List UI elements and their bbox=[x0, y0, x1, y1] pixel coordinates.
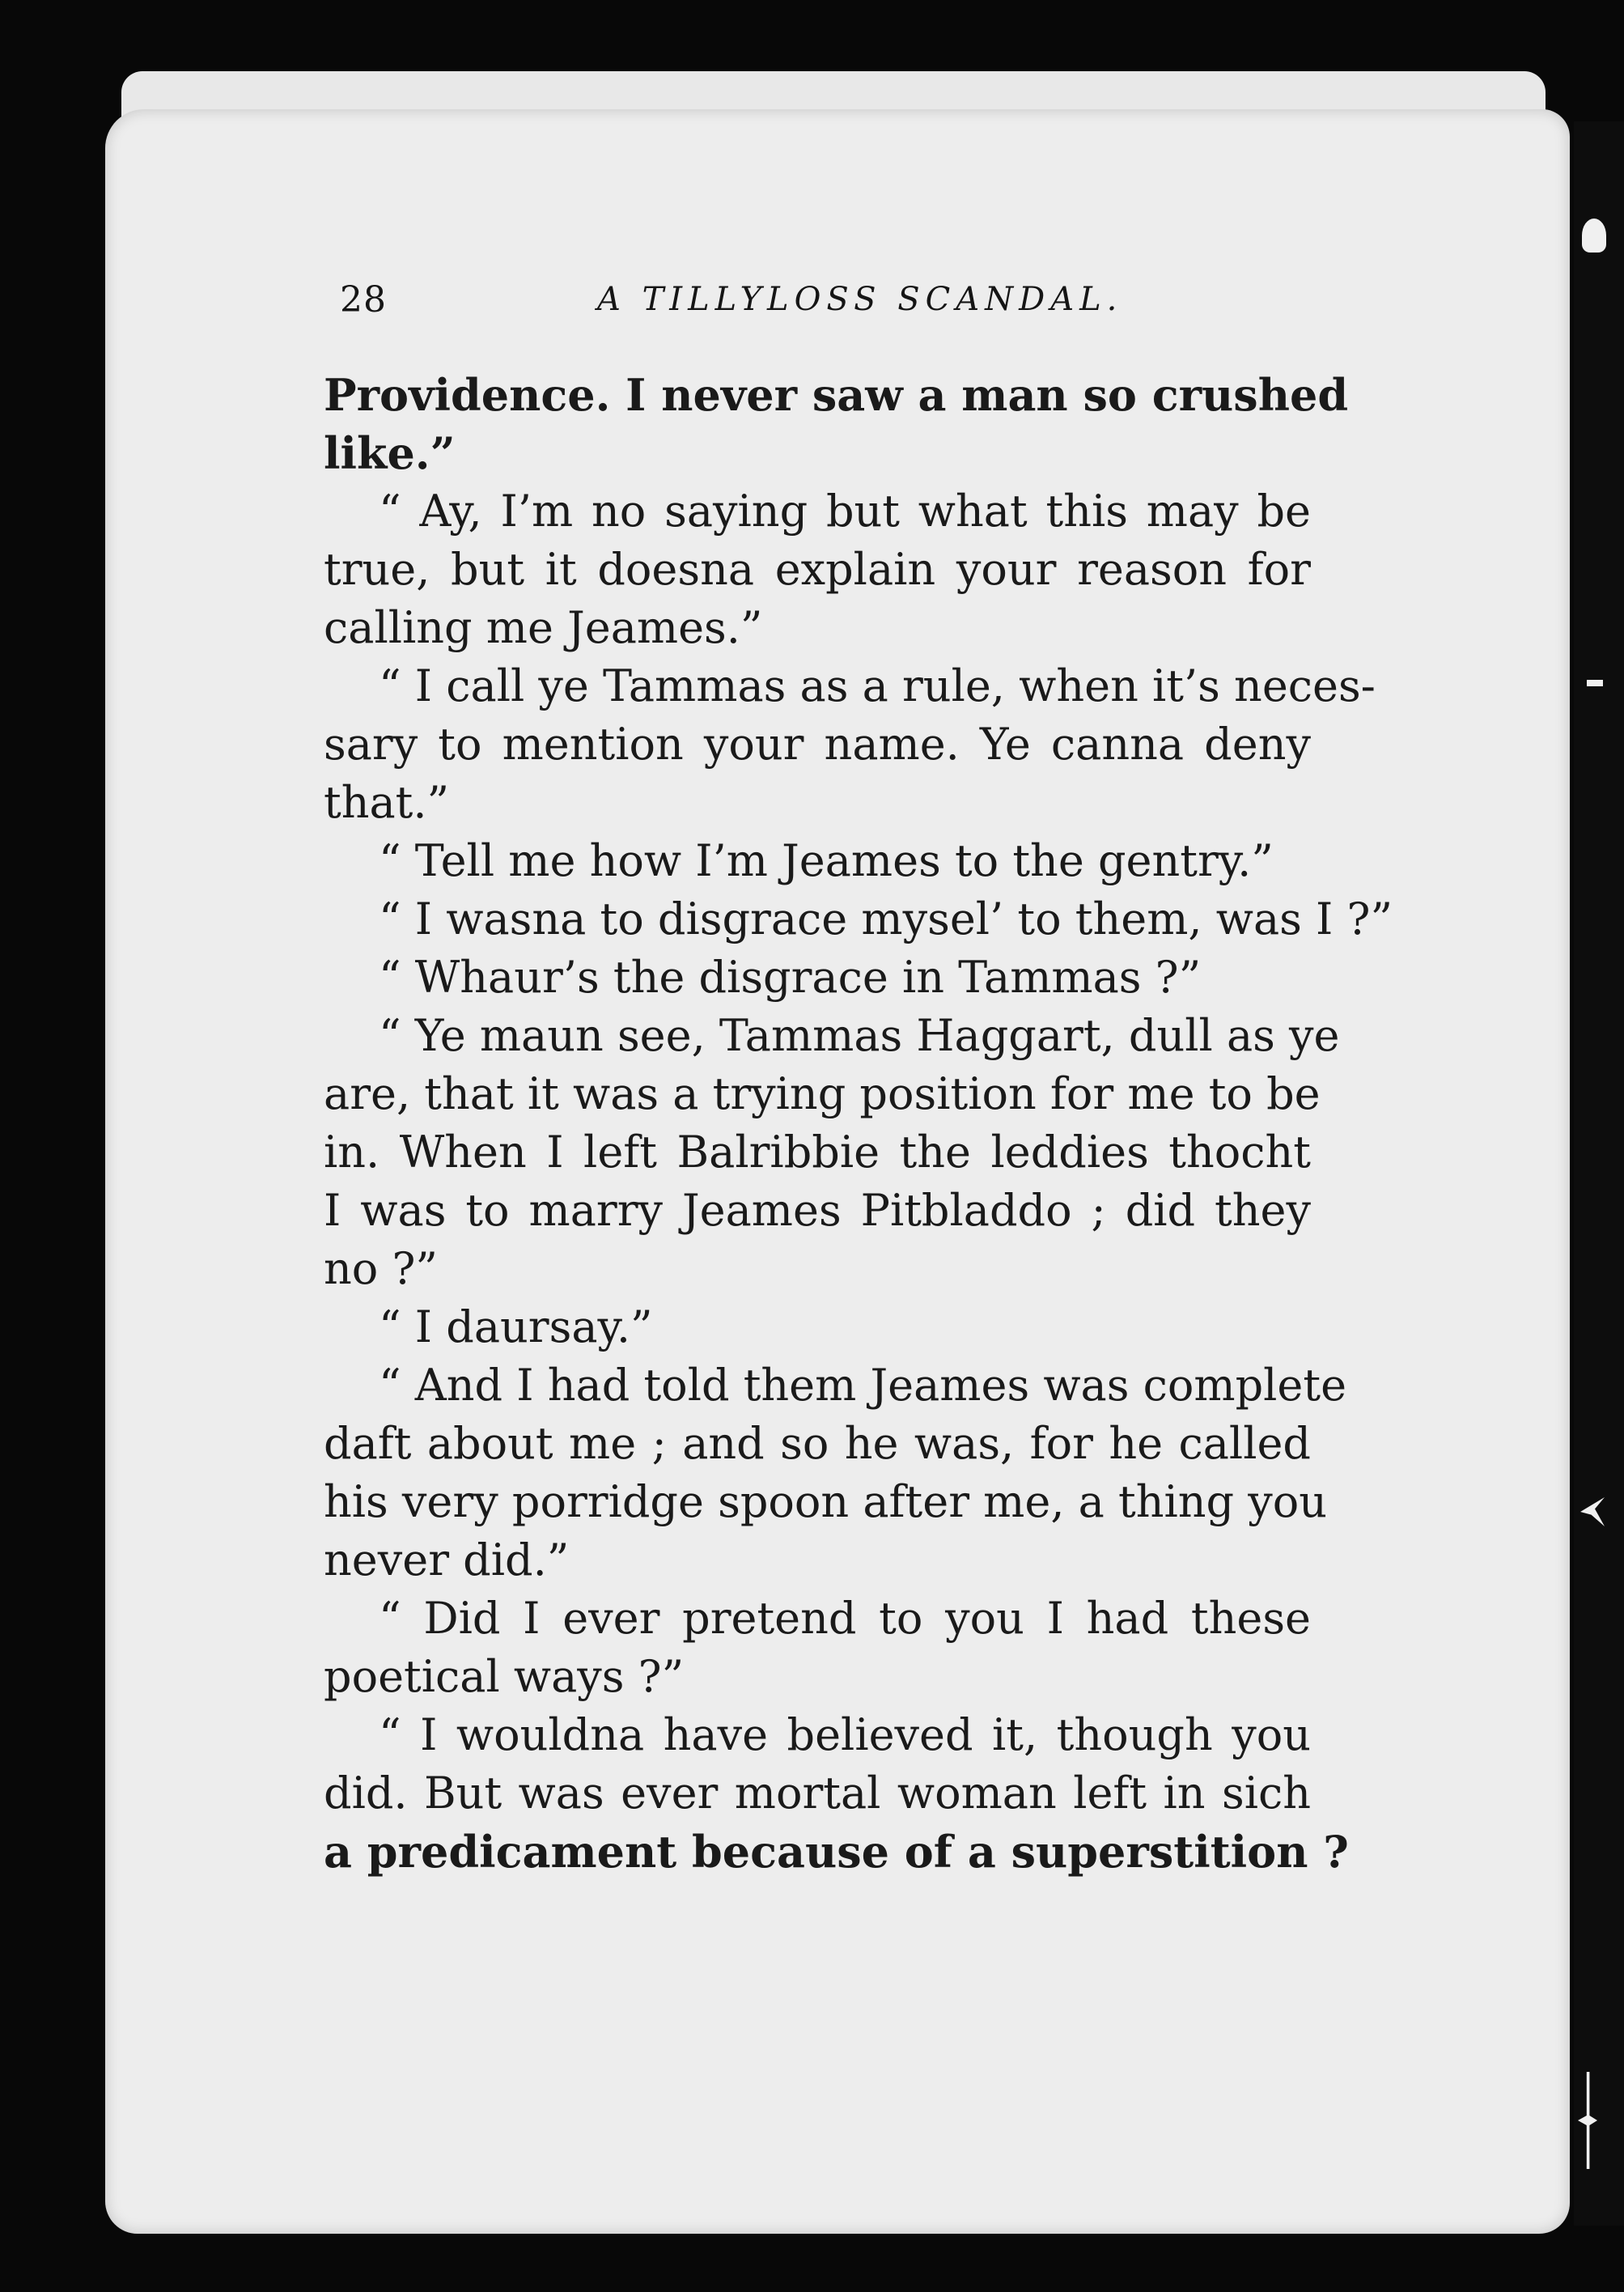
text-line: like.” bbox=[324, 427, 456, 479]
adjacent-page-edge bbox=[1574, 121, 1624, 2226]
text-line: “ And I had told them Jeames was complete bbox=[379, 1360, 1347, 1411]
text-line: no ?” bbox=[324, 1243, 439, 1294]
text-line: true, but it doesna explain your reason for bbox=[324, 544, 1311, 595]
page-number: 28 bbox=[340, 279, 387, 320]
text-line: “ Whaur’s the disgrace in Tammas ?” bbox=[379, 952, 1202, 1003]
edge-ink-mark bbox=[1580, 1497, 1605, 1526]
text-line: that.” bbox=[324, 777, 450, 828]
text-line: in. When I left Balribbie the leddies thocht bbox=[324, 1127, 1311, 1178]
text-line: daft about me ; and so he was, for he called bbox=[324, 1418, 1311, 1469]
text-line: I was to marry Jeames Pitbladdo ; did they bbox=[324, 1185, 1311, 1236]
text-line: “ Did I ever pretend to you I had these bbox=[379, 1593, 1311, 1644]
text-line: calling me Jeames.” bbox=[324, 602, 763, 653]
text-line: “ I wasna to disgrace mysel’ to them, was I ?” bbox=[379, 893, 1393, 944]
text-line: “ I call ye Tammas as a rule, when it’s neces- bbox=[379, 660, 1376, 711]
text-line: never did.” bbox=[324, 1534, 570, 1585]
text-line: his very porridge spoon after me, a thing you bbox=[324, 1476, 1328, 1527]
running-head bbox=[340, 279, 1311, 336]
text-line: “ I daursay.” bbox=[379, 1301, 653, 1352]
body-text bbox=[324, 366, 1393, 1881]
text-line: a predicament because of a superstition ? bbox=[324, 1826, 1349, 1878]
text-line: are, that it was a trying position for me to be bbox=[324, 1068, 1321, 1119]
text-line: did. But was ever mortal woman left in sich bbox=[324, 1768, 1311, 1819]
text-line: “ Ye maun see, Tammas Haggart, dull as ye bbox=[379, 1010, 1340, 1061]
text-line: poetical ways ?” bbox=[324, 1651, 685, 1702]
text-line: “ Ay, I’m no saying but what this may be bbox=[379, 486, 1311, 537]
edge-ink-mark bbox=[1582, 219, 1606, 253]
edge-ink-mark bbox=[1578, 2072, 1597, 2169]
text-line: Providence. I never saw a man so crushed bbox=[324, 369, 1349, 421]
edge-ink-mark bbox=[1587, 680, 1603, 686]
text-line: sary to mention your name. Ye canna deny bbox=[324, 719, 1311, 770]
text-line: “ I wouldna have believed it, though you bbox=[379, 1709, 1311, 1760]
text-line: “ Tell me how I’m Jeames to the gentry.” bbox=[379, 835, 1274, 886]
running-title: A TILLYLOSS SCANDAL. bbox=[597, 281, 1123, 318]
